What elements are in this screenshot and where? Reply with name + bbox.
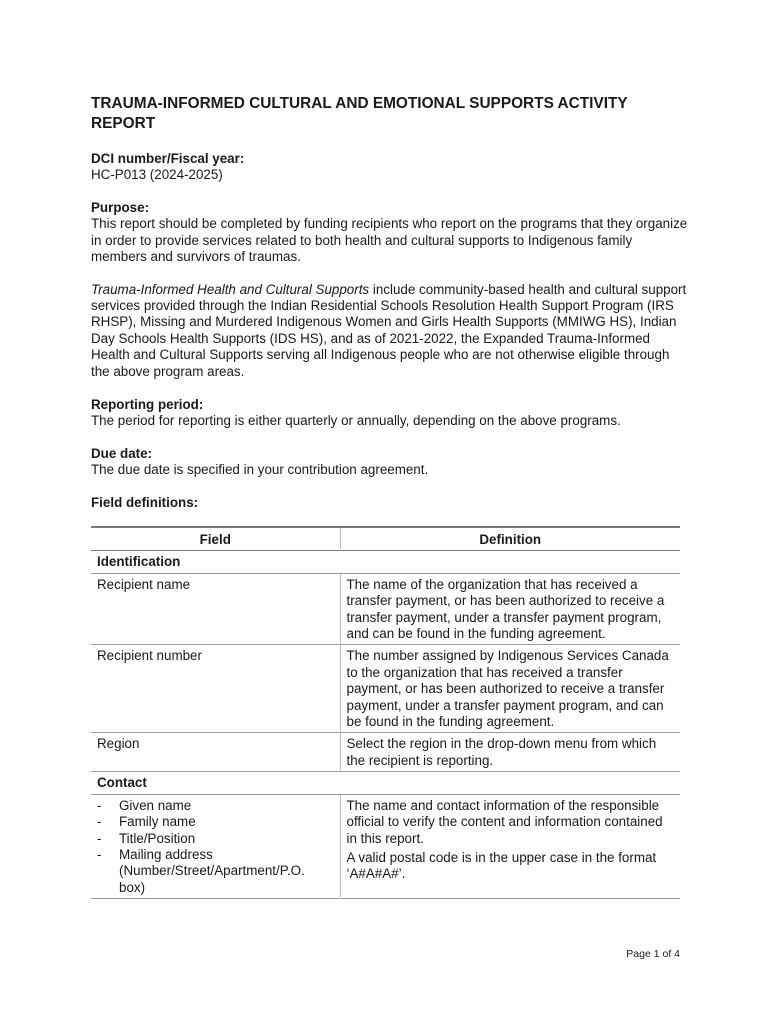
list-item: - Mailing address (Number/Street/Apartment/P.O. box): [97, 847, 334, 896]
definition-region: Select the region in the drop-down menu from which the recipient is reporting.: [340, 733, 680, 772]
table-header-row: [91, 527, 680, 551]
report-title: TRAUMA-INFORMED CULTURAL AND EMOTIONAL SUPPORTS ACTIVITY REPORT: [91, 95, 628, 132]
purpose-label: Purpose:: [91, 200, 150, 215]
field-definitions-label: Field definitions:: [91, 495, 199, 510]
list-item: - Family name: [97, 814, 334, 830]
dci-value: HC-P013 (2024-2025): [91, 167, 223, 183]
purpose-text-2: include community-based health and cultural support services provided through the Indian Residential Schools Resolution Health Support Program (IRS RHSP), Missing and Murdered Indigenous Women and Girls Health Supports (MMIWG HS), Indian Day Schools Health Supports (IDS HS), and as of 2021-2022, the Expanded Trauma-Informed Health and Cultural Supports serving all Indigenous people who are not otherwise eligible through the above program areas.: [91, 281, 687, 379]
field-region: Region: [97, 736, 140, 752]
definition-contact: [340, 794, 680, 898]
dci-section: [91, 151, 691, 184]
purpose-text: This report should be completed by funding recipients who report on the programs that they organize in order to provide services related to both health and cultural supports to Indigenous family members and survivors of traumas.: [91, 216, 688, 265]
purpose-section: [91, 200, 691, 380]
table-row: [91, 645, 680, 733]
section-contact: Contact: [91, 772, 340, 794]
definition-recipient-number: The number assigned by Indigenous Services Canada to the organization that has received a transfer payment, or has been authorized to receive a transfer payment, under a transfer payment program, and can be found in the funding agreement.: [340, 645, 680, 733]
field-recipient-name: Recipient name: [97, 576, 191, 592]
table-row: [91, 794, 680, 898]
due-date-text: The due date is specified in your contribution agreement.: [91, 462, 429, 478]
dci-label: DCI number/Fiscal year:: [91, 151, 245, 166]
reporting-period-section: [91, 397, 691, 430]
list-item: - Title/Position: [97, 831, 334, 847]
section-row-identification: [91, 551, 680, 573]
due-date-label: Due date:: [91, 446, 153, 461]
page-number: Page 1 of 4: [626, 948, 680, 960]
header-field: Field: [199, 532, 231, 547]
purpose-paragraph-2: [91, 282, 691, 380]
due-date-section: [91, 446, 691, 479]
section-row-contact: [91, 772, 680, 794]
definition-contact-2: A valid postal code is in the upper case in the format ‘A#A#A#’.: [346, 849, 657, 882]
definition-contact-1: The name and contact information of the responsible official to verify the content and information contained in this report.: [346, 797, 663, 846]
list-item: - Given name: [97, 798, 334, 814]
reporting-period-label: Reporting period:: [91, 397, 204, 412]
field-contact: [91, 794, 340, 898]
reporting-period-text: The period for reporting is either quarterly or annually, depending on the above programs.: [91, 413, 621, 429]
section-identification: Identification: [91, 551, 340, 573]
contact-field-list: [97, 798, 334, 896]
header-definition: Definition: [340, 527, 680, 551]
definition-recipient-name: The name of the organization that has received a transfer payment, or has been authorized to receive a transfer payment, under a transfer payment program, and can be found in the funding agreement.: [340, 573, 680, 645]
table-row: [91, 573, 680, 645]
purpose-italic-lead: Trauma-Informed Health and Cultural Supports: [91, 281, 370, 297]
field-recipient-number: Recipient number: [97, 648, 202, 664]
table-row: [91, 733, 680, 772]
field-definitions-table: [91, 526, 680, 899]
